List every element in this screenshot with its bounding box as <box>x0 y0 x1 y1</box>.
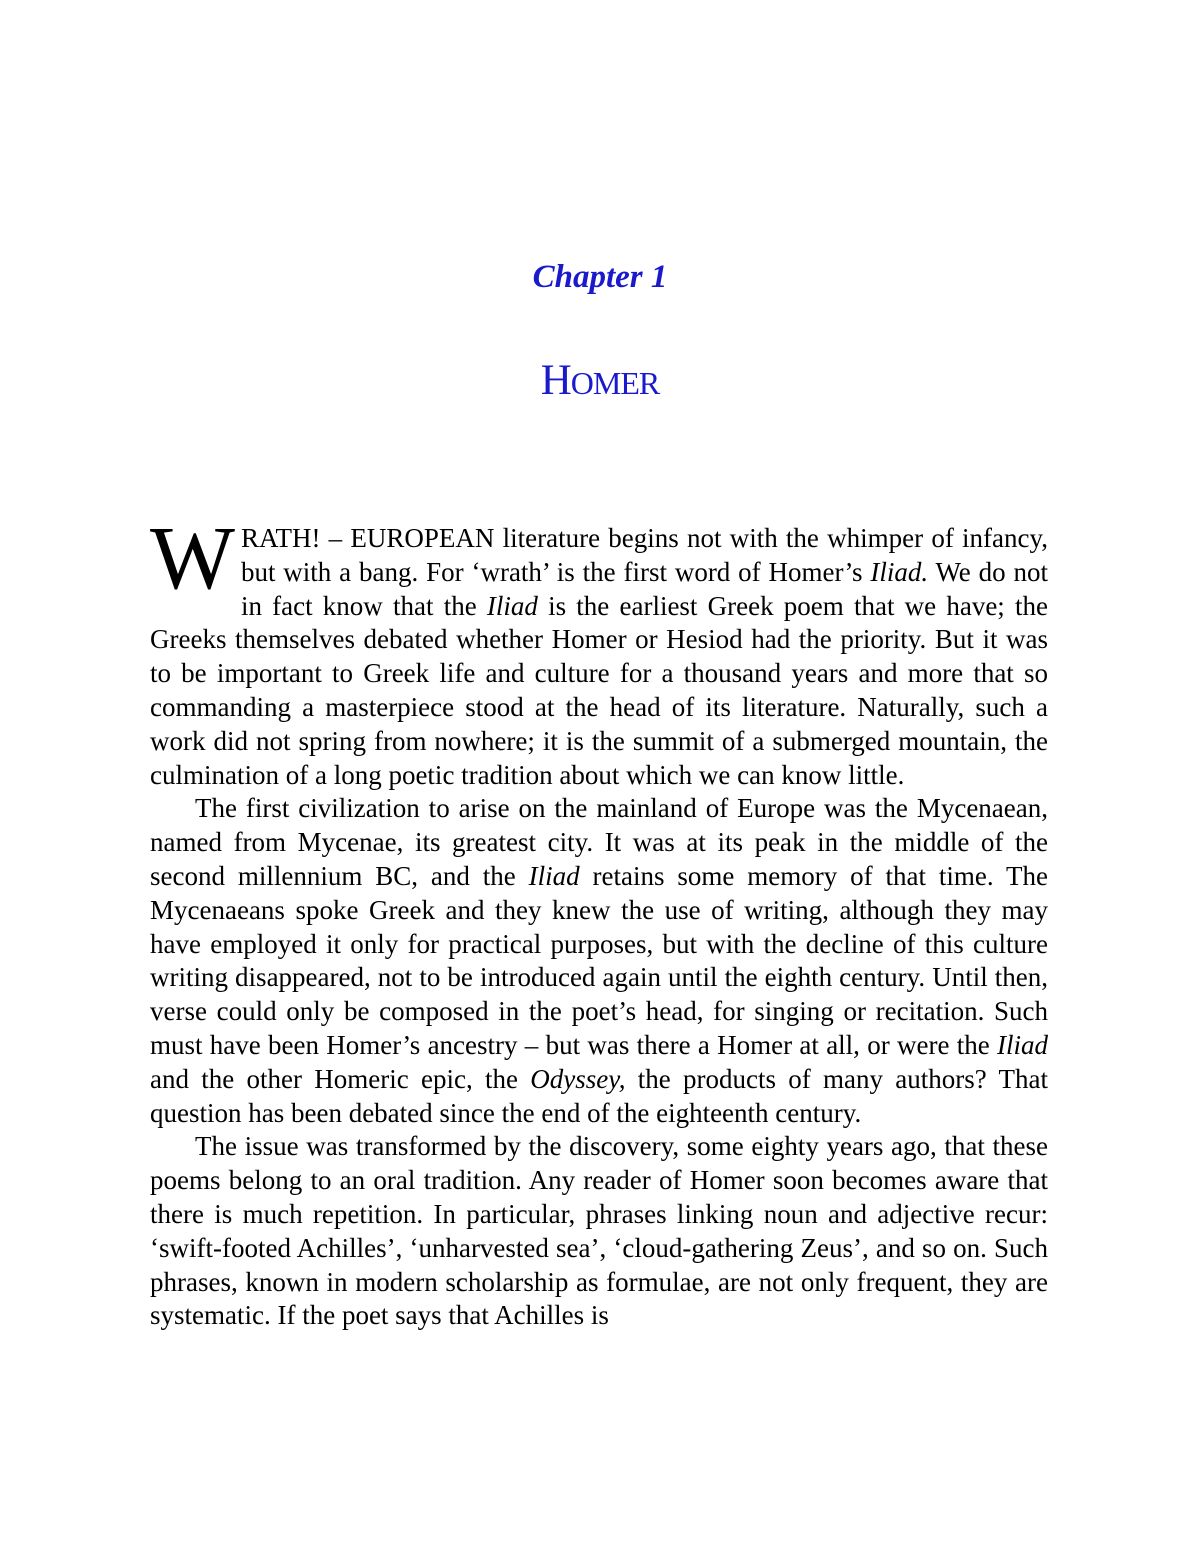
text-segment: We do not in fact know that the <box>240 556 1048 621</box>
text-segment: is the earliest Greek poem that we have; the Greeks themselves debated whether Homer or Hesiod had the priority. But it was to be important to Greek life and culture for a thousand years and more that so commanding a masterpiece stood at the head of its literature. Naturally, such a work did not spring from nowhere; it is the summit of a submerged mountain, the culmination of a long poetic tradition about which we can know little. <box>150 590 1048 790</box>
chapter-title-rest: OMER <box>570 365 660 401</box>
chapter-title <box>0 355 1200 409</box>
text-segment: the products of many authors? That question has been debated since the end of the eighteenth century. <box>150 1063 1048 1128</box>
paragraph-1 <box>150 509 1048 792</box>
chapter-label: Chapter 1 <box>532 259 668 295</box>
text-segment: The issue was transformed by the discovery, some eighty years ago, that these poems belong to an oral tradition. Any reader of Homer soon becomes aware that there is much repetition. In particular, phrases linking noun and adjective recur: ‘swift-footed Achilles’, ‘unharvested sea’, ‘cloud-gathering Zeus’, and so on. Such phrases, known in modern scholarship as formulae, are not only frequent, they are systematic. If the poet says that Achilles is <box>150 1131 1048 1331</box>
book-title: Iliad. <box>870 556 929 587</box>
body-text <box>150 509 1048 1333</box>
drop-cap: W <box>150 509 235 608</box>
book-title: Iliad <box>997 1029 1048 1060</box>
paragraph-3 <box>150 1130 1048 1333</box>
text-segment: RATH! – EUROPEAN literature begins not with the whimper of infancy, but with a bang. For ‘wrath’ is the first word of Homer’s <box>240 523 1048 587</box>
paragraph-2 <box>150 792 1048 1130</box>
text-segment: and the other Homeric epic, the <box>150 1063 531 1094</box>
book-title: Iliad <box>528 860 580 891</box>
book-title: Odyssey, <box>530 1063 626 1094</box>
book-title: Iliad <box>486 590 538 621</box>
text-segment: retains some memory of that time. The Mycenaeans spoke Greek and they knew the use of writing, although they may have employed it only for practical purposes, but with the decline of this culture writing disappeared, not to be introduced again until the eighth century. Until then, verse could only be composed in the poet’s head, for singing or recitation. Such must have been Homer’s ancestry – but was there a Homer at all, or were the <box>150 860 1048 1060</box>
text-segment: The first civilization to arise on the mainland of Europe was the Mycenaean, named from Mycenae, its greatest city. It was at its peak in the middle of the second millennium BC, and the <box>150 793 1048 891</box>
chapter-title-initial: H <box>540 357 571 404</box>
